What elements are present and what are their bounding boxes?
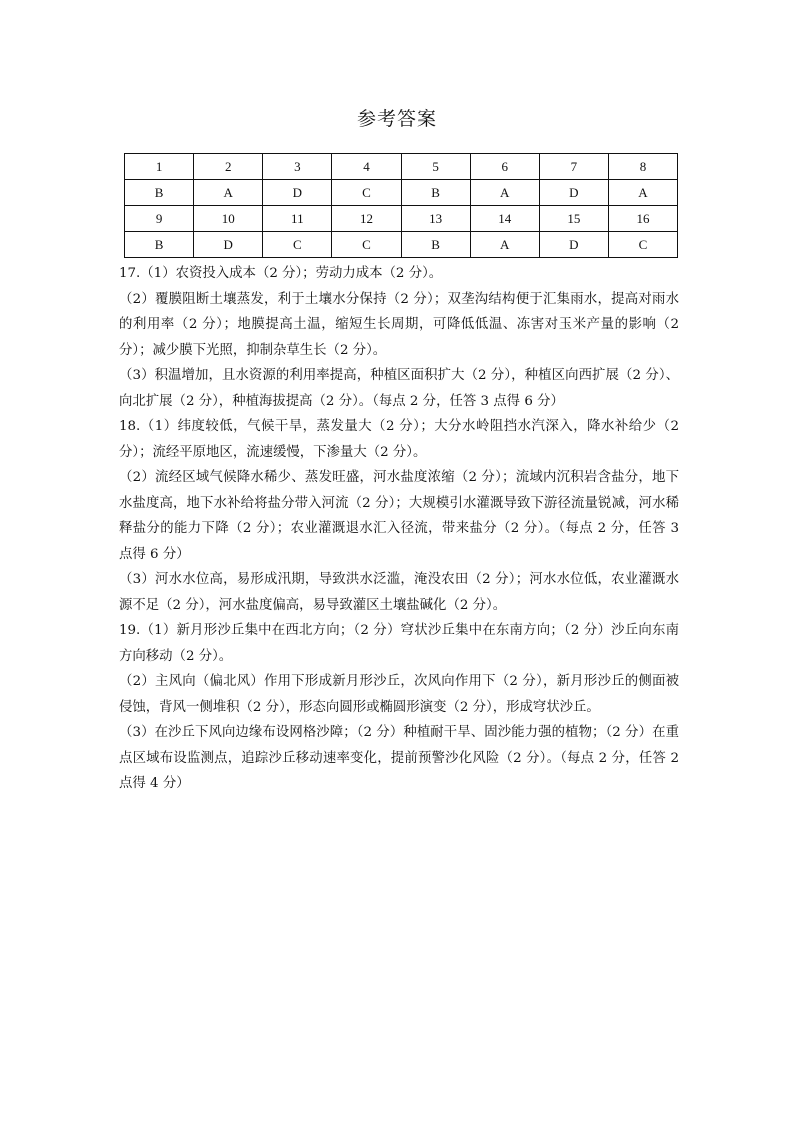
- question-number-cell: 15: [539, 206, 608, 232]
- question-number-cell: 12: [332, 206, 401, 232]
- answer-cell: C: [332, 180, 401, 206]
- answer-cell: B: [401, 180, 470, 206]
- answer-19-part-2: （2）主风向（偏北风）作用下形成新月形沙丘，次风向作用下（2 分），新月形沙丘的侧面被侵蚀，背风一侧堆积（2 分），形态向圆形或椭圆形演变（2 分），形成穹状沙丘。: [119, 674, 679, 715]
- question-number-cell: 13: [401, 206, 470, 232]
- page-title: 参考答案: [356, 108, 437, 130]
- answer-18-part-1: 18.（1）纬度较低，气候干旱，蒸发量大（2 分）；大分水岭阻挡水汽深入，降水补给少（2 分）；流经平原地区，流速缓慢，下渗量大（2 分）。: [119, 419, 679, 460]
- answer-cell: D: [539, 180, 608, 206]
- answer-18-part-3: （3）河水水位高，易形成汛期，导致洪水泛滥，淹没农田（2 分）；河水水位低，农业灌溉水源不足（2 分），河水盐度偏高，易导致灌区土壤盐碱化（2 分）。: [119, 572, 679, 613]
- answer-17-part-2: （2）覆膜阻断土壤蒸发，利于土壤水分保持（2 分）；双垄沟结构便于汇集雨水，提高对雨水的利用率（2 分）；地膜提高土温，缩短生长周期，可降低低温、冻害对玉米产量的影响（2 分）；减少膜下光照，抑制杂草生长（2 分）。: [119, 291, 679, 358]
- answer-table: [124, 153, 678, 258]
- answer-cell: D: [539, 232, 608, 258]
- answer-19-part-3: （3）在沙丘下风向边缘布设网格沙障；（2 分）种植耐干旱、固沙能力强的植物；（2 分）在重点区域布设监测点，追踪沙丘移动速率变化，提前预警沙化风险（2 分）。（每点 2 分，任答 2 点得 4 分）: [119, 725, 679, 791]
- question-number-cell: 3: [263, 154, 332, 180]
- answer-cell: B: [401, 232, 470, 258]
- question-number-cell: 5: [401, 154, 470, 180]
- answer-cell: A: [194, 180, 263, 206]
- answer-cell: B: [125, 232, 194, 258]
- question-number-cell: 11: [263, 206, 332, 232]
- question-number-cell: 8: [608, 154, 677, 180]
- answer-cell: C: [332, 232, 401, 258]
- answer-cell: D: [194, 232, 263, 258]
- question-number-cell: 2: [194, 154, 263, 180]
- answer-cell: C: [263, 232, 332, 258]
- answer-cell: B: [125, 180, 194, 206]
- answer-17-part-1: 17.（1）农资投入成本（2 分）；劳动力成本（2 分）。: [119, 266, 443, 281]
- question-number-cell: 4: [332, 154, 401, 180]
- answer-cell: D: [263, 180, 332, 206]
- question-number-cell: 1: [125, 154, 194, 180]
- answer-explanations: [119, 261, 679, 797]
- answer-17-part-3: （3）积温增加，且水资源的利用率提高，种植区面积扩大（2 分），种植区向西扩展（2 分）、向北扩展（2 分），种植海拔提高（2 分）。（每点 2 分，任答 3 点得 6 分）: [119, 368, 679, 409]
- table-row: [125, 232, 678, 258]
- table-row: [125, 180, 678, 206]
- question-number-cell: 10: [194, 206, 263, 232]
- question-number-cell: 16: [608, 206, 677, 232]
- table-row: [125, 154, 678, 180]
- answer-cell: C: [608, 232, 677, 258]
- table-row: [125, 206, 678, 232]
- question-number-cell: 6: [470, 154, 539, 180]
- question-number-cell: 7: [539, 154, 608, 180]
- answer-cell: A: [608, 180, 677, 206]
- question-number-cell: 14: [470, 206, 539, 232]
- answer-cell: A: [470, 180, 539, 206]
- answer-18-part-2: （2）流经区域气候降水稀少、蒸发旺盛，河水盐度浓缩（2 分）；流域内沉积岩含盐分，地下水盐度高，地下水补给将盐分带入河流（2 分）；大规模引水灌溉导致下游径流量锐减，河水稀释盐分的能力下降（2 分）；农业灌溉退水汇入径流，带来盐分（2 分）。（每点 2 分，任答 3 点得 6 分）: [119, 470, 679, 562]
- question-number-cell: 9: [125, 206, 194, 232]
- answer-19-part-1: 19.（1）新月形沙丘集中在西北方向；（2 分）穹状沙丘集中在东南方向；（2 分）沙丘向东南方向移动（2 分）。: [119, 623, 679, 664]
- answer-cell: A: [470, 232, 539, 258]
